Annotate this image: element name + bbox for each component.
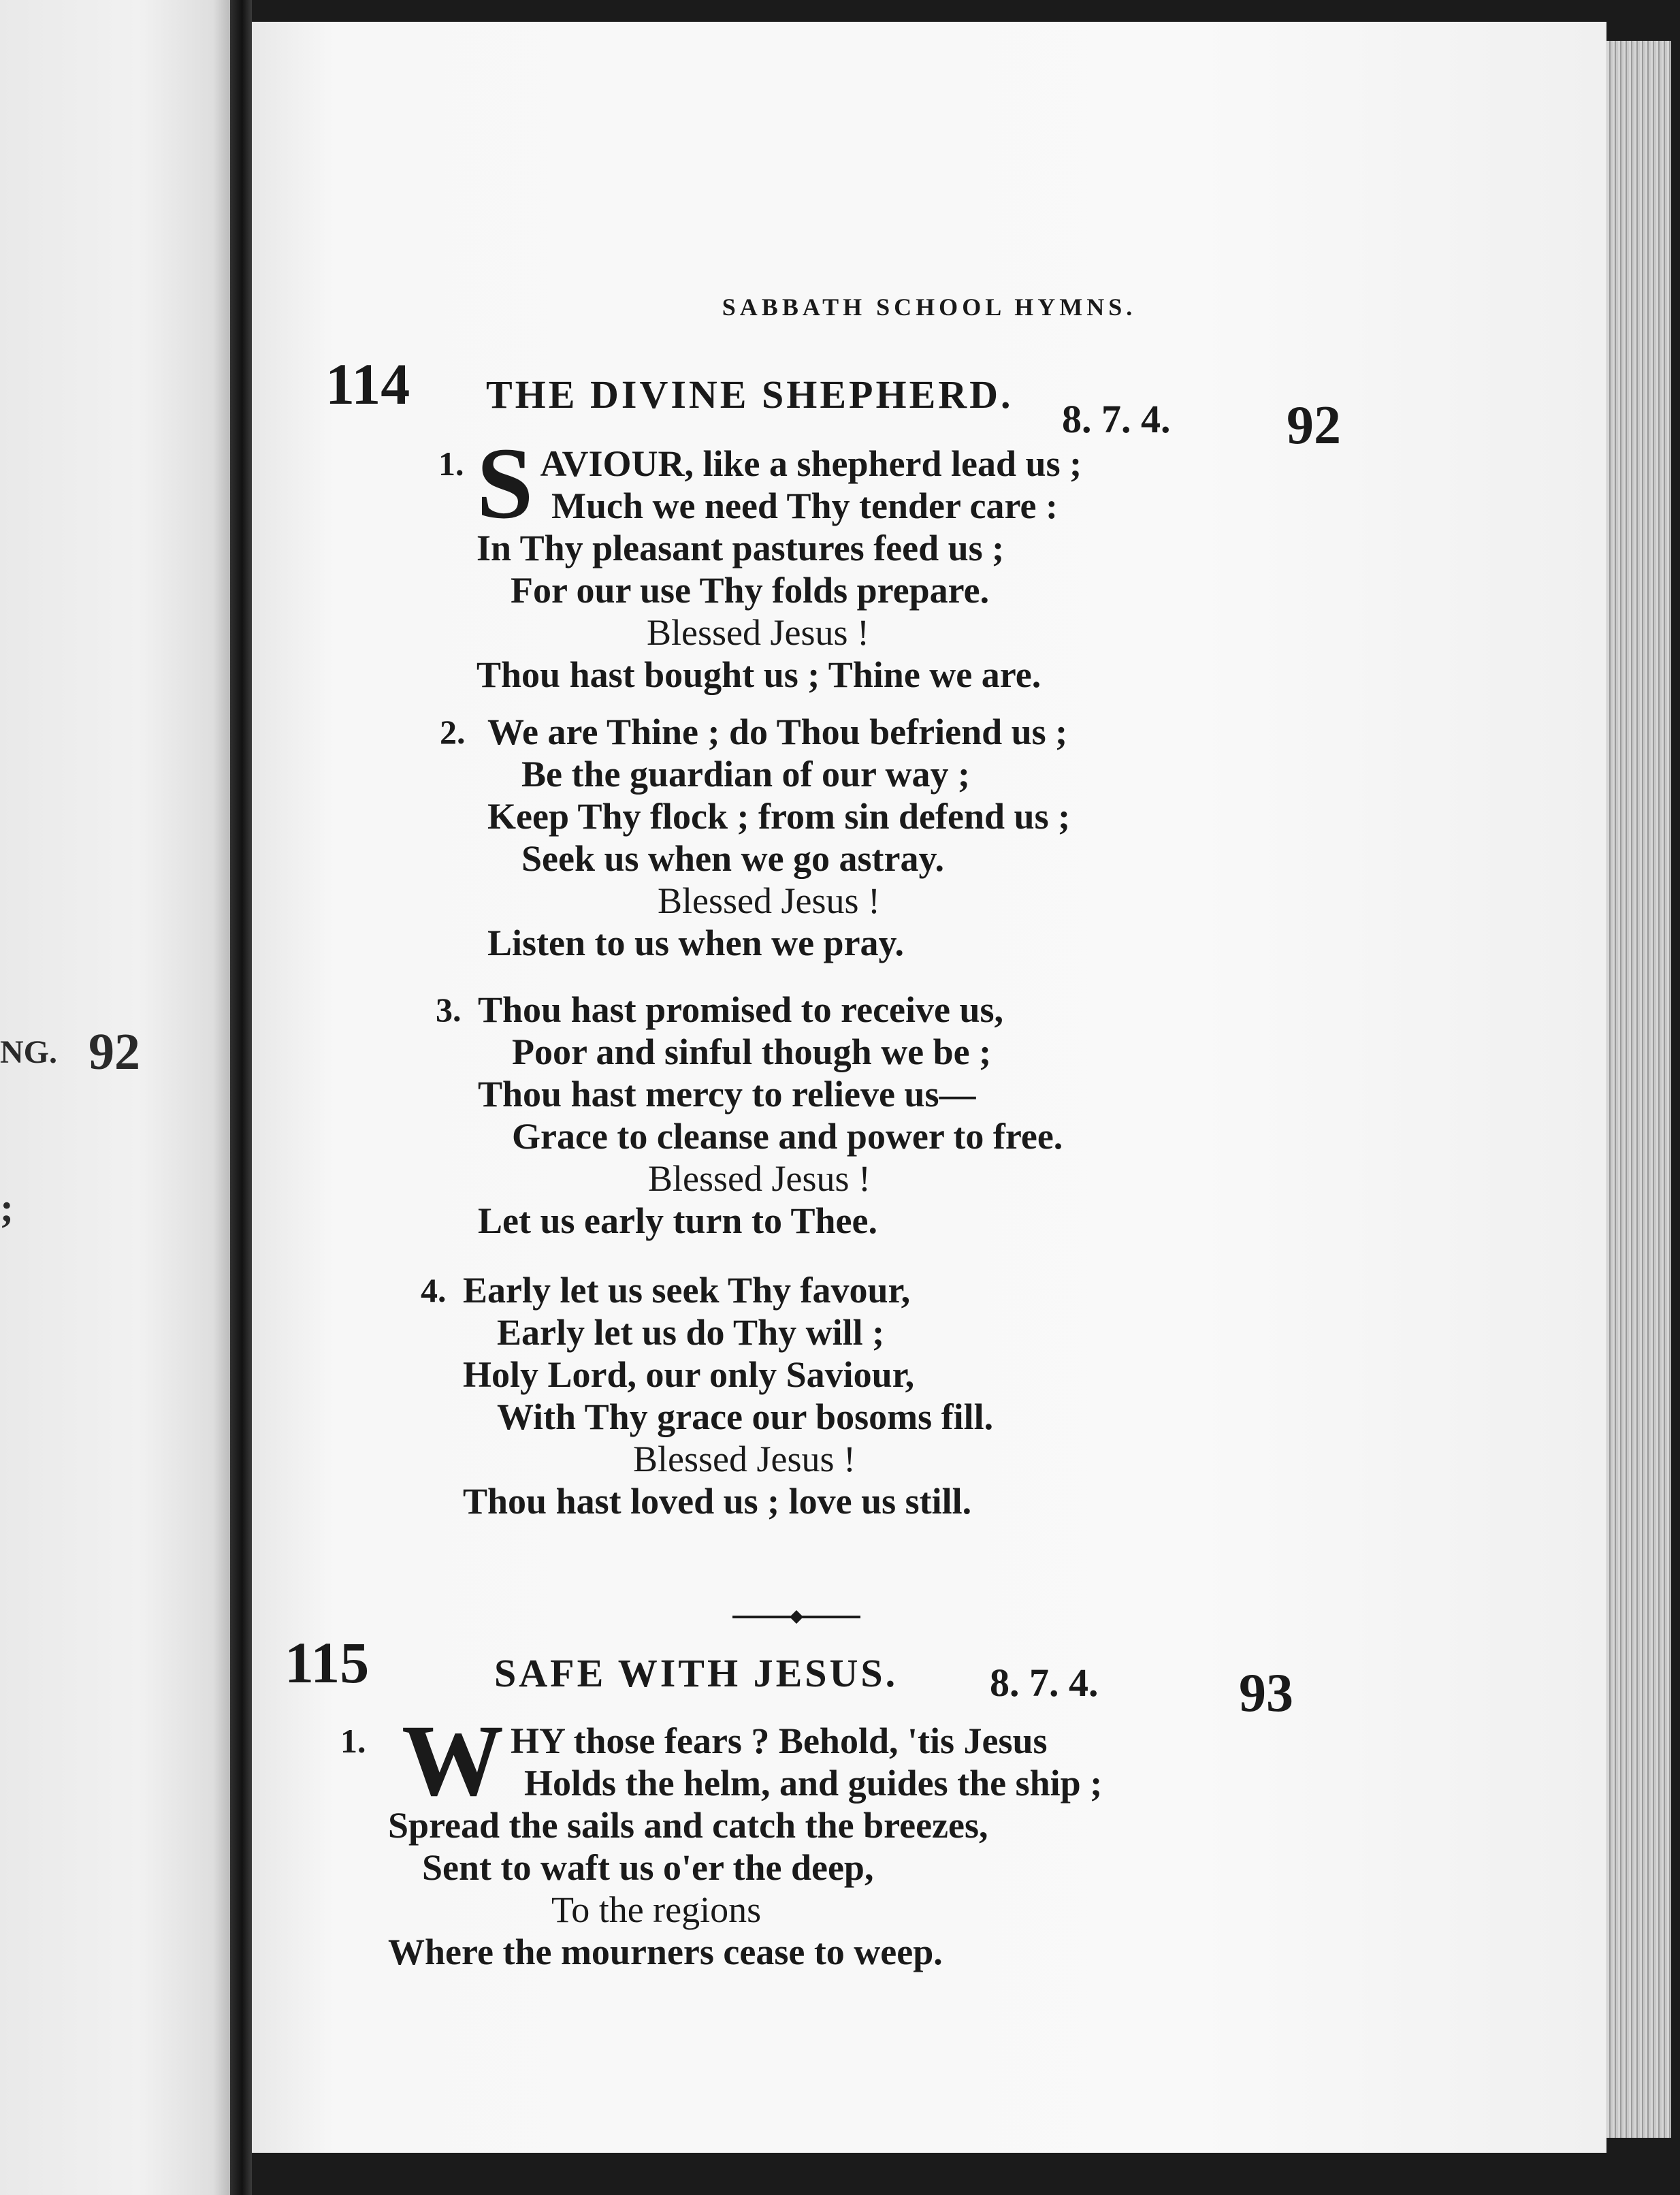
refrain-line: Blessed Jesus ! bbox=[648, 1158, 871, 1199]
ornamental-divider bbox=[728, 1607, 865, 1627]
verse-line: Thou hast loved us ; love us still. bbox=[463, 1481, 972, 1522]
verse-line: Let us early turn to Thee. bbox=[478, 1200, 877, 1241]
book-gutter bbox=[230, 0, 252, 2195]
verse-line: HY those fears ? Behold, 'tis Jesus bbox=[511, 1720, 1048, 1761]
verse-number: 3. bbox=[436, 991, 462, 1029]
refrain-line: To the regions bbox=[551, 1889, 762, 1930]
drop-cap: W bbox=[402, 1704, 504, 1817]
verse-line: Keep Thy flock ; from sin defend us ; bbox=[487, 796, 1071, 837]
hymn-title: SAFE WITH JESUS. bbox=[494, 1651, 899, 1695]
left-page-edge bbox=[0, 0, 231, 2195]
verse-number: 1. bbox=[438, 445, 464, 483]
verse-line: For our use Thy folds prepare. bbox=[511, 570, 990, 611]
verse-line: Holds the helm, and guides the ship ; bbox=[524, 1763, 1103, 1804]
left-tune-label: NG. bbox=[0, 1034, 57, 1070]
hymn-meter: 8. 7. 4. bbox=[990, 1661, 1099, 1705]
verse-line: Thou hast mercy to relieve us— bbox=[478, 1074, 976, 1115]
verse-number: 4. bbox=[421, 1271, 447, 1309]
verse-line: Thou hast bought us ; Thine we are. bbox=[476, 654, 1041, 695]
hymn-meter: 8. 7. 4. bbox=[1062, 397, 1171, 441]
verse-line: AVIOUR, like a shepherd lead us ; bbox=[540, 443, 1082, 484]
right-page bbox=[252, 22, 1606, 2153]
drop-cap: S bbox=[476, 427, 534, 540]
refrain-line: Blessed Jesus ! bbox=[647, 612, 869, 653]
verse-line: In Thy pleasant pastures feed us ; bbox=[476, 528, 1005, 568]
hymn-title: THE DIVINE SHEPHERD. bbox=[486, 372, 1014, 417]
refrain-line: Blessed Jesus ! bbox=[658, 880, 880, 921]
verse-line: We are Thine ; do Thou befriend us ; bbox=[487, 711, 1068, 752]
tune-number: 92 bbox=[1287, 396, 1341, 455]
verse-line: Sent to waft us o'er the deep, bbox=[422, 1847, 874, 1888]
hymn-number: 115 bbox=[285, 1630, 370, 1695]
hymn-number: 114 bbox=[325, 351, 410, 417]
left-semicolon: ; bbox=[0, 1185, 14, 1230]
refrain-line: Blessed Jesus ! bbox=[633, 1439, 856, 1479]
tune-number: 93 bbox=[1239, 1663, 1293, 1723]
verse-number: 2. bbox=[440, 713, 466, 751]
verse-line: Spread the sails and catch the breezes, bbox=[388, 1805, 988, 1846]
verse-line: Early let us do Thy will ; bbox=[497, 1312, 885, 1353]
scan-bottom-edge bbox=[252, 2153, 1680, 2195]
running-head: SABBATH SCHOOL HYMNS. bbox=[722, 293, 1137, 321]
verse-number: 1. bbox=[340, 1722, 366, 1760]
verse-line: Where the mourners cease to weep. bbox=[388, 1932, 943, 1972]
stanza bbox=[436, 989, 1601, 1242]
verse-line: Poor and sinful though we be ; bbox=[512, 1031, 992, 1072]
verse-line: With Thy grace our bosoms fill. bbox=[497, 1396, 994, 1437]
stanza bbox=[440, 711, 1611, 964]
verse-line: Early let us seek Thy favour, bbox=[463, 1270, 911, 1311]
verse-line: Much we need Thy tender care : bbox=[551, 485, 1058, 526]
verse-line: Be the guardian of our way ; bbox=[521, 754, 971, 795]
verse-line: Seek us when we go astray. bbox=[521, 838, 945, 879]
verse-line: Listen to us when we pray. bbox=[487, 923, 905, 963]
verse-line: Grace to cleanse and power to free. bbox=[512, 1116, 1063, 1157]
verse-line: Holy Lord, our only Saviour, bbox=[463, 1354, 915, 1395]
stanza bbox=[438, 427, 1600, 696]
left-tune-number: 92 bbox=[88, 1023, 140, 1080]
page-fore-edge bbox=[1596, 41, 1671, 2138]
stanza bbox=[421, 1269, 1586, 1522]
stanza bbox=[340, 1704, 1511, 1973]
verse-line: Thou hast promised to receive us, bbox=[478, 989, 1004, 1030]
